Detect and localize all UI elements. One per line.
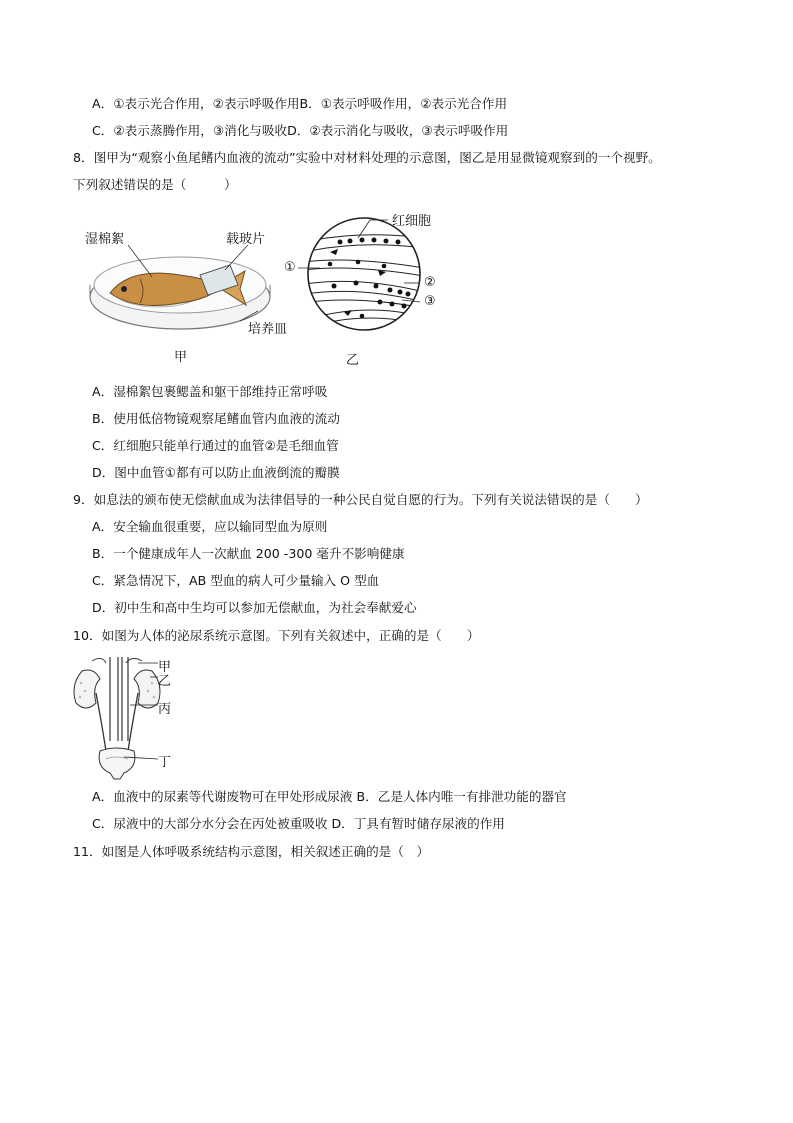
label-bing: 丙 (158, 702, 172, 717)
label-vessel-1: ① (284, 260, 296, 275)
q9-option-c: C．紧急情况下，AB 型血的病人可少量输入 O 型血 (92, 573, 380, 588)
q8-stem-line-2: 下列叙述错误的是（ ） (73, 177, 237, 192)
caption-yi: 乙 (346, 353, 360, 368)
label-petri-dish: 培养皿 (248, 322, 288, 337)
label-vessel-2: ② (424, 275, 436, 290)
q7-options-line-1: A．①表示光合作用，②表示呼吸作用B．①表示呼吸作用，②表示光合作用 (92, 96, 508, 111)
q9-stem: 9．如息法的颁布使无偿献血成为法律倡导的一种公民自觉自愿的行为。下列有关说法错误的是（ ） (73, 492, 648, 507)
label-yi: 乙 (158, 674, 172, 689)
q10-options-line-2: C．尿液中的大部分水分会在丙处被重吸收 D．丁具有暂时储存尿液的作用 (92, 816, 505, 831)
label-red-blood-cell: 红细胞 (392, 214, 432, 229)
label-jia: 甲 (158, 660, 172, 675)
label-ding: 丁 (158, 755, 172, 770)
q11-stem: 11．如图是人体呼吸系统结构示意图，相关叙述正确的是（ ） (73, 844, 430, 859)
q10-options-line-1: A．血液中的尿素等代谢废物可在甲处形成尿液 B．乙是人体内唯一有排泄功能的器官 (92, 789, 567, 804)
label-glass-slide: 载玻片 (226, 232, 266, 247)
q8-option-a: A．湿棉絮包裹鳃盖和躯干部维持正常呼吸 (92, 384, 328, 399)
q7-options-line-2: C．②表示蒸腾作用，③消化与吸收D．②表示消化与吸收，③表示呼吸作用 (92, 123, 509, 138)
q8-option-c: C．红细胞只能单行通过的血管②是毛细血管 (92, 438, 339, 453)
q9-option-a: A．安全输血很重要，应以输同型血为原则 (92, 519, 328, 534)
q9-option-d: D．初中生和高中生均可以参加无偿献血，为社会奉献爱心 (92, 600, 417, 615)
q9-option-b: B．一个健康成年人一次献血 200 -300 毫升不影响健康 (92, 546, 405, 561)
caption-jia: 甲 (174, 350, 188, 365)
q8-stem-line-1: 8．图甲为“观察小鱼尾鳍内血液的流动”实验中对材料处理的示意图，图乙是用显微镜观察到的一个视野。 (73, 150, 661, 165)
label-wet-cotton: 湿棉絮 (85, 232, 125, 247)
label-vessel-3: ③ (424, 294, 436, 309)
q10-stem: 10．如图为人体的泌尿系统示意图。下列有关叙述中，正确的是（ ） (73, 628, 480, 643)
q8-option-b: B．使用低倍物镜观察尾鳍血管内血液的流动 (92, 411, 340, 426)
q8-option-d: D．图中血管①都有可以防止血液倒流的瓣膜 (92, 465, 340, 480)
